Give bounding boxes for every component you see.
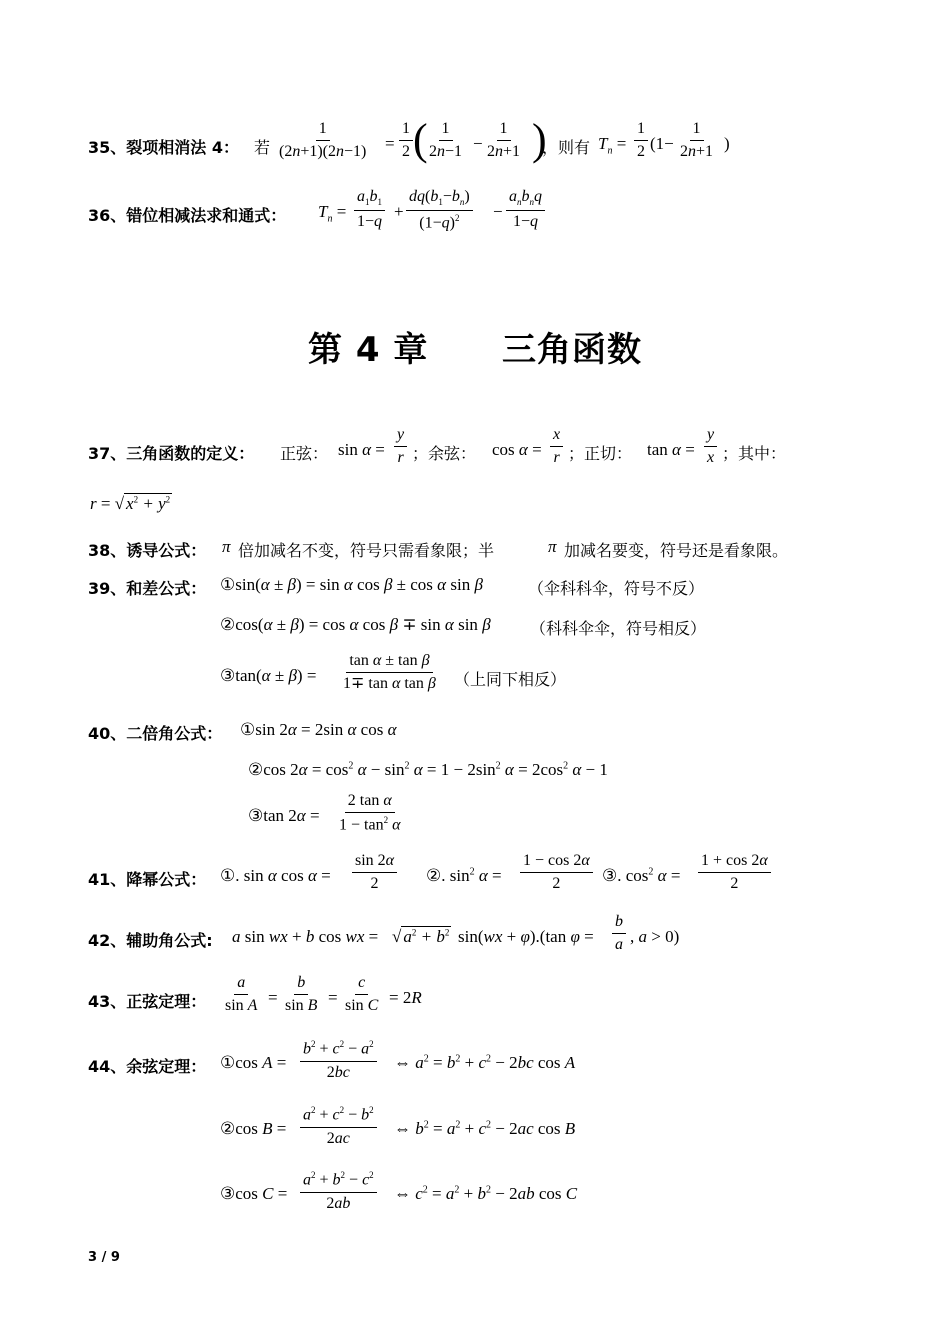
chapter-number: 第 4 章 bbox=[307, 330, 429, 370]
item-44-f1-lhs: ①cos A = bbox=[220, 1053, 287, 1072]
item-36-minus: − bbox=[493, 202, 503, 221]
item-43-label: 43、正弦定理： bbox=[88, 992, 207, 1011]
item-44-f3-lhs: ③cos C = bbox=[220, 1184, 288, 1203]
item-41-f3: ③. $\cos^2 \alpha$ = bbox=[602, 866, 681, 885]
item-36-label: 36、错位相减法求和通式： bbox=[88, 206, 287, 225]
item-36-frac-3: $a_nb_nq$ 1−q bbox=[506, 188, 545, 231]
item-35-paren-close: ) bbox=[724, 134, 730, 153]
item-39-note-1: （伞科科伞，符号不反） bbox=[528, 579, 705, 598]
item-35-rparen: ) bbox=[532, 115, 547, 164]
item-39-tan-frac: $\frac{\text{tan α ± tan β}}{\text{1∓ tan α tan β}}$ bbox=[343, 652, 436, 693]
item-41-f2-frac: $\frac{1 - \cos 2\alpha}{2}$ bbox=[520, 852, 593, 894]
item-35-paren-open: (1− bbox=[650, 134, 674, 153]
item-37-tangent-label: ；正切： bbox=[568, 444, 633, 463]
item-41-f2: ②. $\sin^2 \alpha$ = bbox=[426, 866, 502, 885]
item-40-tan-frac: $\frac{\text{2 tan α}}{1 - \tan^2 \alpha}$ bbox=[339, 792, 401, 834]
item-35-fraction-left: $\frac{1}{(2n+1)(2n-1)}$ bbox=[279, 120, 367, 161]
item-36-frac-2: $\frac{dq(b_1-b_n)}{(1-q)^2}$ bbox=[406, 188, 473, 232]
item-36-frac-1: $\frac{a_1b_1}{1-q}$ bbox=[354, 188, 385, 231]
item-42-frac: $\frac{b}{a}$ bbox=[612, 913, 626, 955]
item-44-f1-frac: $\frac{b^2 + c^2 - a^2}{2bc}$ bbox=[300, 1039, 377, 1082]
chapter-title bbox=[0, 322, 950, 371]
item-43-eq-2: = bbox=[328, 988, 338, 1007]
item-40-tan-lhs: ③tan 2α = bbox=[248, 806, 320, 825]
item-37-cos: cos α = bbox=[492, 440, 542, 459]
item-39-note-2: （科科伞伞，符号相反） bbox=[530, 619, 707, 638]
item-39-cos-formula: ②cos(α ± β) = cos α cos β ∓ sin α sin β bbox=[220, 615, 491, 634]
item-44-f3-rhs: ⇔ $c^2 = a^2 + b^2 - 2ab$ cos C bbox=[394, 1184, 578, 1203]
item-41-f1-frac: $\frac{\sin 2\alpha}{2}$ bbox=[352, 852, 397, 894]
item-40-sin: ①sin 2α = 2sin α cos α bbox=[240, 720, 397, 739]
item-35-frac-c: $\frac{1}{2n+1}$ bbox=[680, 120, 714, 161]
item-44-f3-frac: $\frac{a^2 + b^2 - c^2}{2ab}$ bbox=[300, 1170, 377, 1213]
item-35-frac-a: $\frac{1}{2n-1}$ bbox=[429, 120, 463, 161]
item-37-frac-cos: $\frac{x}{r}$ bbox=[550, 426, 563, 468]
item-42-sin: sin(wx + φ).(tan φ = bbox=[458, 927, 594, 946]
item-43-2r: = 2R bbox=[389, 988, 422, 1007]
chapter-name: 三角函数 bbox=[502, 330, 643, 370]
item-37-where: ；其中： bbox=[722, 444, 787, 463]
item-36-plus: + bbox=[394, 202, 404, 221]
item-35-lparen: ( bbox=[413, 115, 428, 164]
item-38-pi-2: π bbox=[548, 537, 557, 556]
item-35-then: ，则有 bbox=[542, 138, 591, 157]
item-44-label: 44、余弦定理： bbox=[88, 1057, 207, 1076]
item-41-f3-frac: $\frac{1 + \cos 2\alpha}{2}$ bbox=[698, 852, 771, 894]
item-38-text: 倍加减名不变，符号只需看象限；半 bbox=[238, 541, 495, 560]
item-39-label: 39、和差公式： bbox=[88, 579, 207, 598]
item-38-pi: π bbox=[222, 537, 231, 556]
item-43-frac-c: $\frac{c}{\text{sin C}}$ bbox=[345, 974, 379, 1015]
item-37-cosine-label: ；余弦： bbox=[412, 444, 477, 463]
item-41-f1: ①. sin α cos α = bbox=[220, 866, 331, 885]
item-37-sine-label: 正弦： bbox=[280, 444, 329, 463]
item-35-frac-b: $\frac{1}{2n+1}$ bbox=[487, 120, 521, 161]
item-44-f1-rhs: ⇔ $a^2 = b^2 + c^2 - 2bc$ cos A bbox=[394, 1053, 576, 1072]
item-42-formula: a sin wx + b cos wx = bbox=[232, 927, 379, 946]
item-37-tan: tan α = bbox=[647, 440, 695, 459]
item-42-cond: , a > 0) bbox=[630, 927, 680, 946]
item-35-label: 35、裂项相消法 4： bbox=[88, 138, 239, 157]
item-35-half-2: $\frac{1}{2}$ bbox=[634, 120, 648, 162]
item-39-note-3: （上同下相反） bbox=[454, 670, 567, 689]
item-44-f2-frac: $\frac{a^2 + c^2 - b^2}{2ac}$ bbox=[300, 1105, 377, 1148]
item-39-sin-formula: ①sin(α ± β) = sin α cos β ± cos α sin β bbox=[220, 575, 483, 594]
item-43-eq-1: = bbox=[268, 988, 278, 1007]
item-36-tn: $T_n$ = bbox=[318, 202, 347, 225]
item-35-half: $\frac{1}{2}$ bbox=[399, 120, 413, 162]
item-39-tan-lhs: ③tan(α ± β) = bbox=[220, 666, 317, 685]
item-43-frac-b: $\frac{b}{\text{sin B}}$ bbox=[285, 974, 318, 1015]
item-35-ruo: 若 bbox=[254, 138, 271, 157]
item-40-cos: ②cos $2\alpha = \cos^2 \alpha - \sin^2 \alpha = 1 - 2\sin^2$ $\alpha = 2\cos^2$ α − 1 bbox=[248, 760, 608, 779]
item-37-radius: r = √ $x^2 + y^2$ bbox=[90, 494, 171, 513]
item-37-label: 37、三角函数的定义： bbox=[88, 444, 255, 463]
item-38-text-2: 加减名要变，符号还是看象限。 bbox=[564, 541, 789, 560]
item-41-label: 41、降幂公式： bbox=[88, 870, 207, 889]
page-number: 3 / 9 bbox=[88, 1250, 120, 1265]
item-37-frac-sin: $\frac{y}{r}$ bbox=[394, 426, 407, 468]
item-40-label: 40、二倍角公式： bbox=[88, 724, 223, 743]
item-35-equals: = bbox=[385, 134, 395, 153]
item-42-label: 42、辅助角公式: bbox=[88, 931, 213, 950]
item-35-tn: $T_n$ = bbox=[598, 134, 627, 157]
item-37-frac-tan: $\frac{y}{x}$ bbox=[704, 426, 717, 468]
item-37-sin: sin α = bbox=[338, 440, 385, 459]
item-44-f2-lhs: ②cos B = bbox=[220, 1119, 287, 1138]
item-42-sqrt: √ $a^2 + b^2$ bbox=[392, 927, 450, 946]
item-44-f2-rhs: ⇔ $b^2 = a^2 + c^2 - 2ac$ cos B bbox=[394, 1119, 576, 1138]
item-38-label: 38、诱导公式： bbox=[88, 541, 207, 560]
item-35-minus: − bbox=[473, 134, 483, 153]
item-43-frac-a: $\frac{a}{\text{sin A}}$ bbox=[225, 974, 258, 1015]
